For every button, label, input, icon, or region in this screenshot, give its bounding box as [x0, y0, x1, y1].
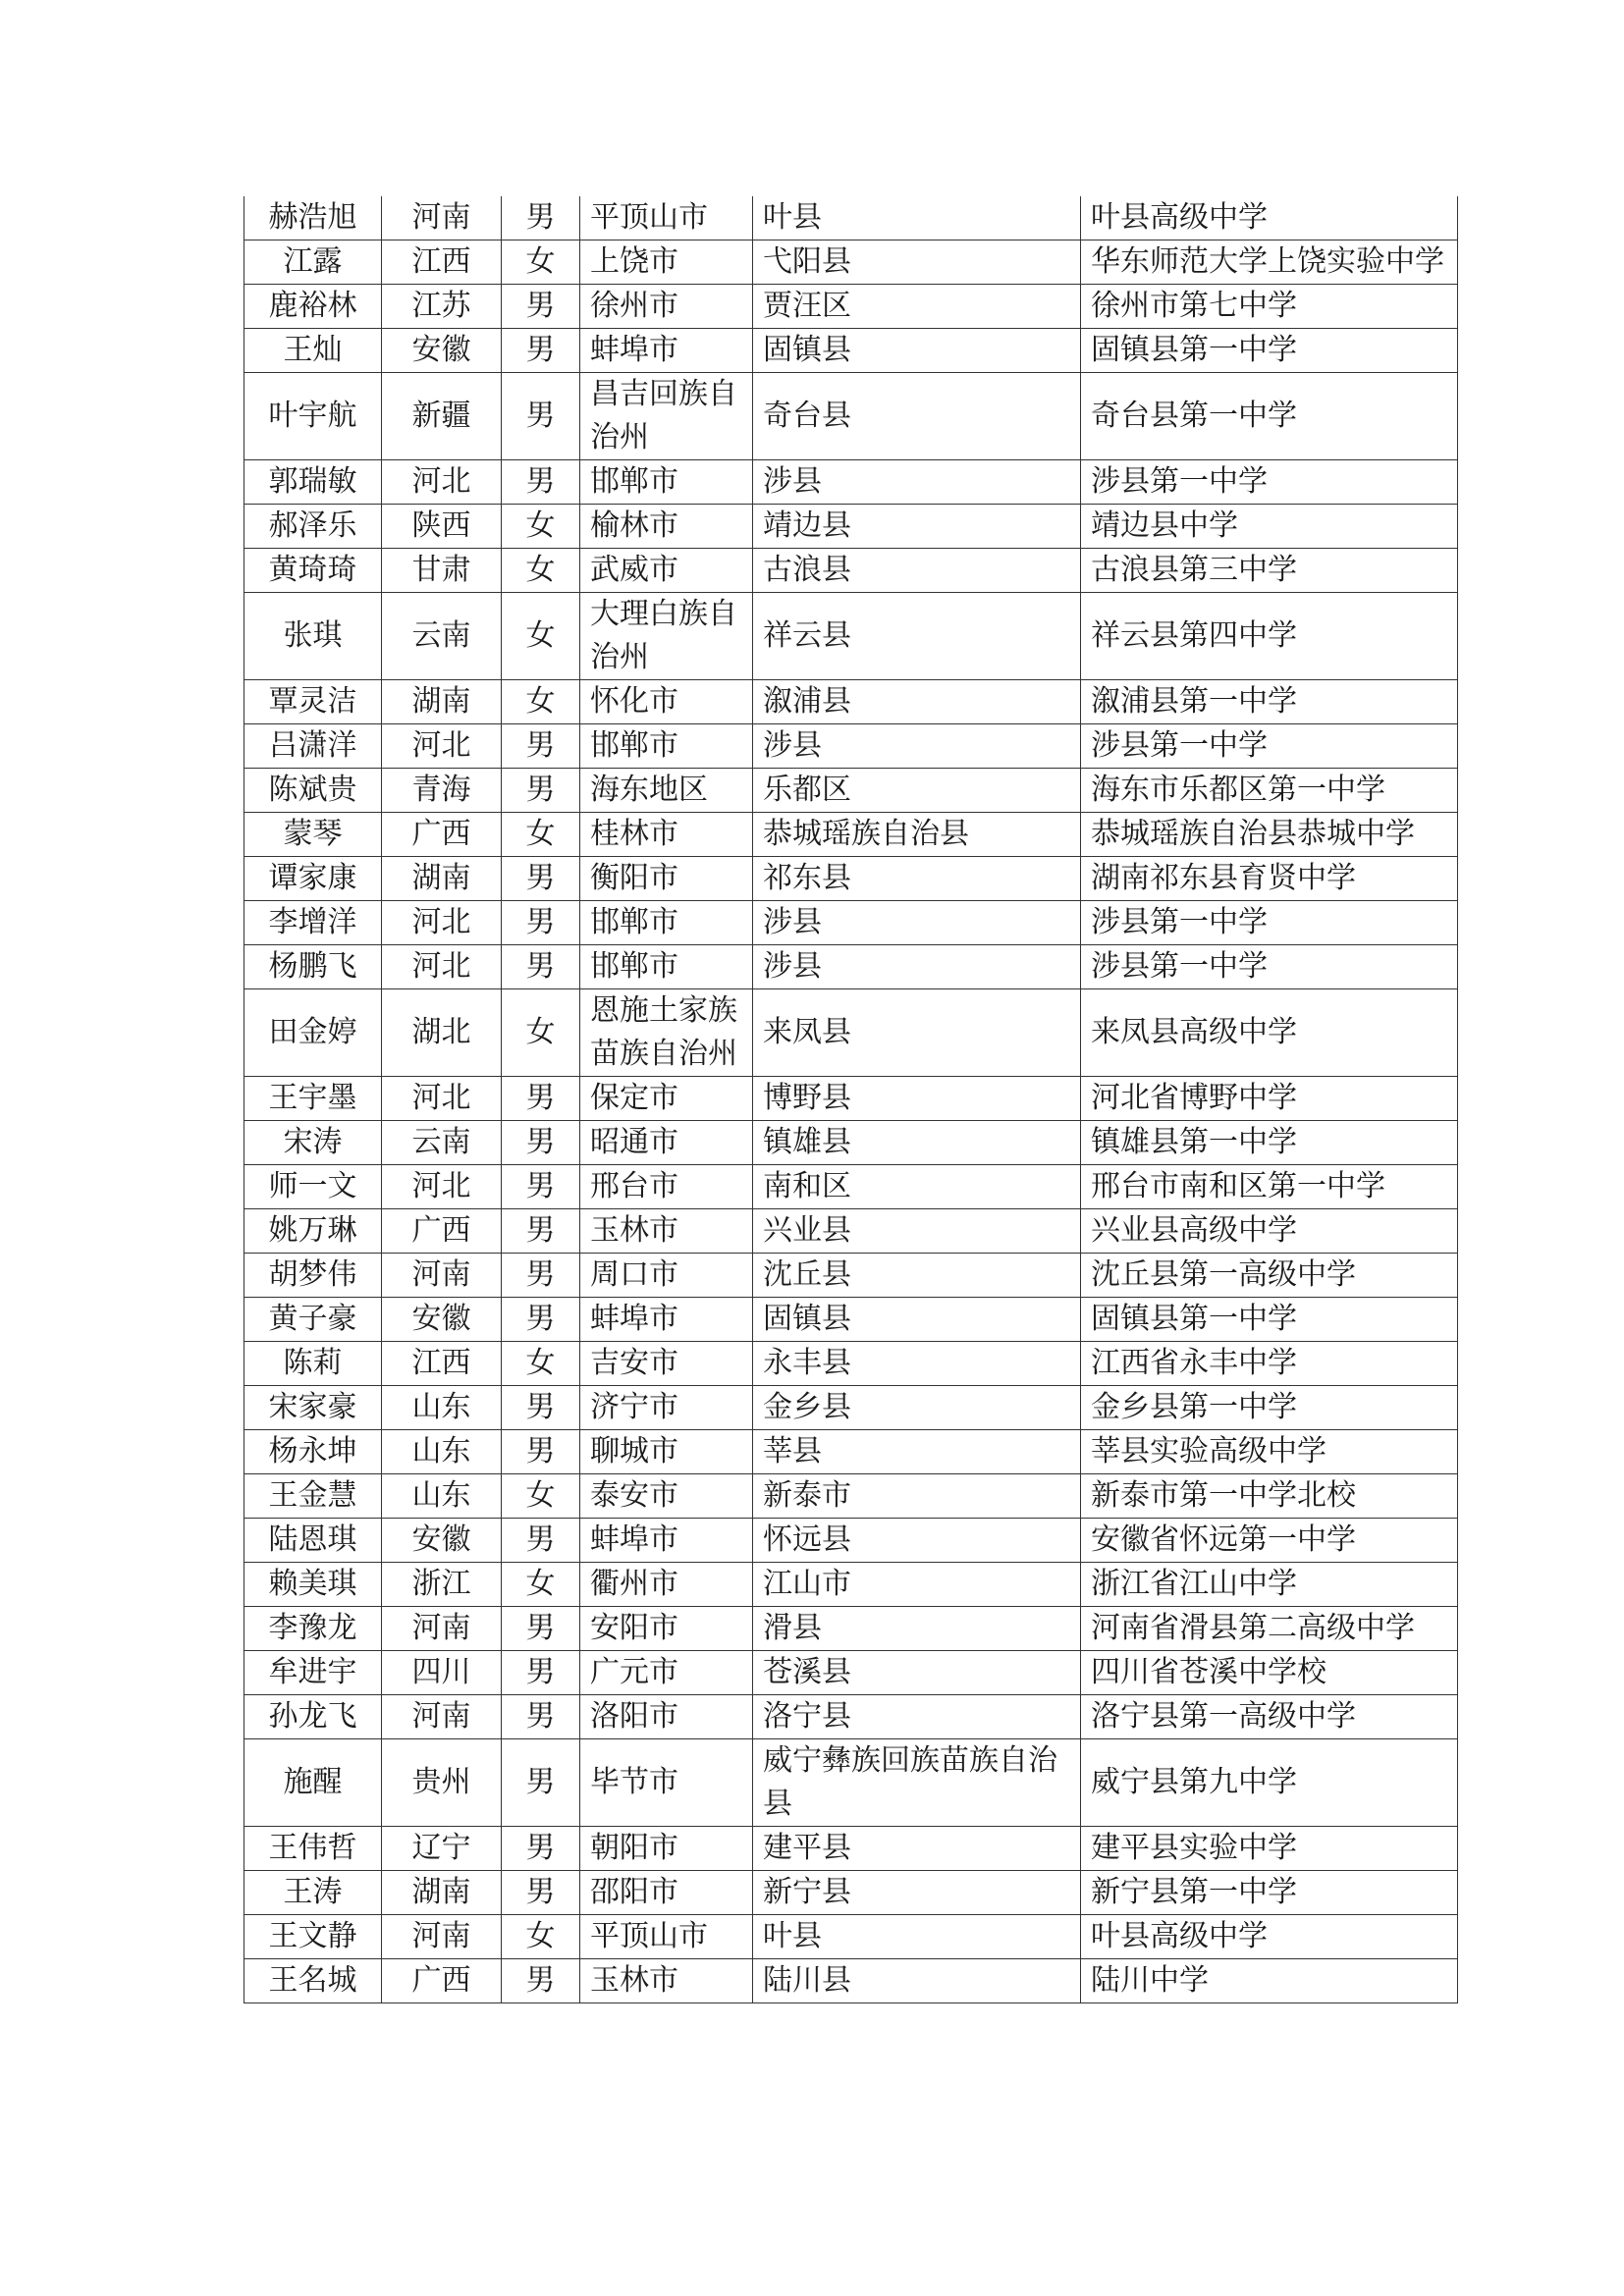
gender-cell: 男 [502, 1430, 580, 1474]
table-row [244, 1298, 1458, 1342]
student-name-cell: 王灿 [244, 329, 382, 373]
province-cell: 河北 [382, 945, 502, 989]
city-cell: 恩施土家族苗族自治州 [580, 989, 753, 1077]
province-cell: 河北 [382, 1077, 502, 1121]
table-row [244, 901, 1458, 945]
school-cell: 海东市乐都区第一中学 [1081, 769, 1458, 813]
county-cell: 祥云县 [753, 593, 1081, 680]
county-cell: 兴业县 [753, 1209, 1081, 1254]
school-cell: 江西省永丰中学 [1081, 1342, 1458, 1386]
county-cell: 靖边县 [753, 505, 1081, 549]
county-cell: 涉县 [753, 460, 1081, 505]
student-name-cell: 吕潇洋 [244, 724, 382, 769]
gender-cell: 男 [502, 1607, 580, 1651]
student-name-cell: 张琪 [244, 593, 382, 680]
province-cell: 广西 [382, 813, 502, 857]
table-row [244, 593, 1458, 680]
county-cell: 永丰县 [753, 1342, 1081, 1386]
county-cell: 叶县 [753, 1915, 1081, 1959]
city-cell: 邯郸市 [580, 460, 753, 505]
county-cell: 溆浦县 [753, 680, 1081, 724]
province-cell: 河南 [382, 196, 502, 240]
student-name-cell: 覃灵洁 [244, 680, 382, 724]
student-name-cell: 王文静 [244, 1915, 382, 1959]
city-cell: 蚌埠市 [580, 1298, 753, 1342]
school-cell: 古浪县第三中学 [1081, 549, 1458, 593]
county-cell: 贾汪区 [753, 285, 1081, 329]
student-name-cell: 陈莉 [244, 1342, 382, 1386]
city-cell: 泰安市 [580, 1474, 753, 1519]
city-cell: 邯郸市 [580, 945, 753, 989]
student-name-cell: 宋涛 [244, 1121, 382, 1165]
table-row [244, 1342, 1458, 1386]
county-cell: 莘县 [753, 1430, 1081, 1474]
county-cell: 乐都区 [753, 769, 1081, 813]
school-cell: 华东师范大学上饶实验中学 [1081, 240, 1458, 285]
city-cell: 广元市 [580, 1651, 753, 1695]
school-cell: 邢台市南和区第一中学 [1081, 1165, 1458, 1209]
school-cell: 新宁县第一中学 [1081, 1871, 1458, 1915]
school-cell: 河北省博野中学 [1081, 1077, 1458, 1121]
gender-cell: 女 [502, 505, 580, 549]
province-cell: 云南 [382, 593, 502, 680]
school-cell: 奇台县第一中学 [1081, 373, 1458, 460]
student-name-cell: 江露 [244, 240, 382, 285]
city-cell: 邯郸市 [580, 724, 753, 769]
gender-cell: 男 [502, 285, 580, 329]
city-cell: 昭通市 [580, 1121, 753, 1165]
county-cell: 陆川县 [753, 1959, 1081, 2003]
gender-cell: 男 [502, 1827, 580, 1871]
student-name-cell: 谭家康 [244, 857, 382, 901]
county-cell: 建平县 [753, 1827, 1081, 1871]
province-cell: 陕西 [382, 505, 502, 549]
city-cell: 邵阳市 [580, 1871, 753, 1915]
city-cell: 邯郸市 [580, 901, 753, 945]
school-cell: 固镇县第一中学 [1081, 1298, 1458, 1342]
table-row [244, 460, 1458, 505]
student-name-cell: 施醒 [244, 1739, 382, 1827]
province-cell: 青海 [382, 769, 502, 813]
school-cell: 沈丘县第一高级中学 [1081, 1254, 1458, 1298]
table-row [244, 1915, 1458, 1959]
gender-cell: 男 [502, 1519, 580, 1563]
gender-cell: 女 [502, 549, 580, 593]
county-cell: 博野县 [753, 1077, 1081, 1121]
province-cell: 湖南 [382, 857, 502, 901]
province-cell: 广西 [382, 1209, 502, 1254]
county-cell: 固镇县 [753, 1298, 1081, 1342]
school-cell: 莘县实验高级中学 [1081, 1430, 1458, 1474]
gender-cell: 女 [502, 1342, 580, 1386]
table-row [244, 505, 1458, 549]
student-name-cell: 孙龙飞 [244, 1695, 382, 1739]
county-cell: 古浪县 [753, 549, 1081, 593]
city-cell: 玉林市 [580, 1209, 753, 1254]
student-name-cell: 宋家豪 [244, 1386, 382, 1430]
school-cell: 叶县高级中学 [1081, 196, 1458, 240]
school-cell: 浙江省江山中学 [1081, 1563, 1458, 1607]
city-cell: 大理白族自治州 [580, 593, 753, 680]
student-name-cell: 王名城 [244, 1959, 382, 2003]
city-cell: 衡阳市 [580, 857, 753, 901]
gender-cell: 男 [502, 1254, 580, 1298]
city-cell: 安阳市 [580, 1607, 753, 1651]
student-name-cell: 郝泽乐 [244, 505, 382, 549]
county-cell: 滑县 [753, 1607, 1081, 1651]
student-name-cell: 姚万琳 [244, 1209, 382, 1254]
city-cell: 蚌埠市 [580, 1519, 753, 1563]
province-cell: 安徽 [382, 1298, 502, 1342]
school-cell: 兴业县高级中学 [1081, 1209, 1458, 1254]
gender-cell: 女 [502, 240, 580, 285]
student-name-cell: 王金慧 [244, 1474, 382, 1519]
province-cell: 安徽 [382, 1519, 502, 1563]
city-cell: 济宁市 [580, 1386, 753, 1430]
student-name-cell: 黄琦琦 [244, 549, 382, 593]
gender-cell: 男 [502, 1121, 580, 1165]
table-row [244, 196, 1458, 240]
county-cell: 弋阳县 [753, 240, 1081, 285]
county-cell: 来凤县 [753, 989, 1081, 1077]
gender-cell: 男 [502, 1386, 580, 1430]
table-row [244, 1209, 1458, 1254]
gender-cell: 男 [502, 1165, 580, 1209]
gender-cell: 女 [502, 1474, 580, 1519]
student-name-cell: 赫浩旭 [244, 196, 382, 240]
student-name-cell: 师一文 [244, 1165, 382, 1209]
city-cell: 保定市 [580, 1077, 753, 1121]
student-name-cell: 叶宇航 [244, 373, 382, 460]
student-name-cell: 陈斌贵 [244, 769, 382, 813]
table-row [244, 1121, 1458, 1165]
school-cell: 涉县第一中学 [1081, 945, 1458, 989]
county-cell: 叶县 [753, 196, 1081, 240]
table-row [244, 1254, 1458, 1298]
table-row [244, 857, 1458, 901]
county-cell: 新泰市 [753, 1474, 1081, 1519]
school-cell: 涉县第一中学 [1081, 901, 1458, 945]
province-cell: 甘肃 [382, 549, 502, 593]
province-cell: 四川 [382, 1651, 502, 1695]
table-row [244, 1386, 1458, 1430]
gender-cell: 女 [502, 1563, 580, 1607]
student-name-cell: 杨永坤 [244, 1430, 382, 1474]
roster-table-body [244, 196, 1458, 2003]
student-name-cell: 黄子豪 [244, 1298, 382, 1342]
school-cell: 安徽省怀远第一中学 [1081, 1519, 1458, 1563]
table-row [244, 1165, 1458, 1209]
city-cell: 吉安市 [580, 1342, 753, 1386]
county-cell: 奇台县 [753, 373, 1081, 460]
school-cell: 来凤县高级中学 [1081, 989, 1458, 1077]
gender-cell: 男 [502, 1298, 580, 1342]
city-cell: 平顶山市 [580, 196, 753, 240]
city-cell: 怀化市 [580, 680, 753, 724]
county-cell: 新宁县 [753, 1871, 1081, 1915]
province-cell: 河北 [382, 460, 502, 505]
province-cell: 河南 [382, 1695, 502, 1739]
province-cell: 安徽 [382, 329, 502, 373]
county-cell: 威宁彝族回族苗族自治县 [753, 1739, 1081, 1827]
table-row [244, 1430, 1458, 1474]
gender-cell: 男 [502, 373, 580, 460]
student-roster-table [244, 196, 1458, 2003]
table-row [244, 1519, 1458, 1563]
city-cell: 朝阳市 [580, 1827, 753, 1871]
gender-cell: 男 [502, 1077, 580, 1121]
province-cell: 河南 [382, 1254, 502, 1298]
school-cell: 叶县高级中学 [1081, 1915, 1458, 1959]
gender-cell: 男 [502, 196, 580, 240]
table-row [244, 1607, 1458, 1651]
student-name-cell: 牟进宇 [244, 1651, 382, 1695]
table-row [244, 680, 1458, 724]
province-cell: 贵州 [382, 1739, 502, 1827]
gender-cell: 女 [502, 813, 580, 857]
province-cell: 湖南 [382, 1871, 502, 1915]
school-cell: 徐州市第七中学 [1081, 285, 1458, 329]
city-cell: 武威市 [580, 549, 753, 593]
gender-cell: 男 [502, 901, 580, 945]
school-cell: 建平县实验中学 [1081, 1827, 1458, 1871]
student-name-cell: 李增洋 [244, 901, 382, 945]
school-cell: 四川省苍溪中学校 [1081, 1651, 1458, 1695]
gender-cell: 男 [502, 329, 580, 373]
table-row [244, 1474, 1458, 1519]
gender-cell: 男 [502, 1209, 580, 1254]
school-cell: 陆川中学 [1081, 1959, 1458, 2003]
student-name-cell: 李豫龙 [244, 1607, 382, 1651]
province-cell: 新疆 [382, 373, 502, 460]
school-cell: 涉县第一中学 [1081, 460, 1458, 505]
student-name-cell: 蒙琴 [244, 813, 382, 857]
province-cell: 河北 [382, 724, 502, 769]
city-cell: 聊城市 [580, 1430, 753, 1474]
county-cell: 江山市 [753, 1563, 1081, 1607]
city-cell: 衢州市 [580, 1563, 753, 1607]
province-cell: 广西 [382, 1959, 502, 2003]
table-row [244, 1651, 1458, 1695]
table-row [244, 769, 1458, 813]
gender-cell: 女 [502, 680, 580, 724]
table-row [244, 813, 1458, 857]
table-row [244, 724, 1458, 769]
county-cell: 镇雄县 [753, 1121, 1081, 1165]
table-row [244, 1695, 1458, 1739]
table-row [244, 1563, 1458, 1607]
county-cell: 沈丘县 [753, 1254, 1081, 1298]
county-cell: 固镇县 [753, 329, 1081, 373]
province-cell: 江苏 [382, 285, 502, 329]
gender-cell: 女 [502, 1915, 580, 1959]
city-cell: 桂林市 [580, 813, 753, 857]
school-cell: 靖边县中学 [1081, 505, 1458, 549]
city-cell: 邢台市 [580, 1165, 753, 1209]
gender-cell: 男 [502, 460, 580, 505]
province-cell: 河南 [382, 1607, 502, 1651]
table-row [244, 989, 1458, 1077]
province-cell: 河北 [382, 1165, 502, 1209]
city-cell: 上饶市 [580, 240, 753, 285]
table-row [244, 1739, 1458, 1827]
county-cell: 洛宁县 [753, 1695, 1081, 1739]
gender-cell: 男 [502, 1871, 580, 1915]
city-cell: 毕节市 [580, 1739, 753, 1827]
gender-cell: 男 [502, 724, 580, 769]
city-cell: 榆林市 [580, 505, 753, 549]
province-cell: 湖南 [382, 680, 502, 724]
student-name-cell: 王涛 [244, 1871, 382, 1915]
province-cell: 江西 [382, 1342, 502, 1386]
student-name-cell: 陆恩琪 [244, 1519, 382, 1563]
county-cell: 涉县 [753, 945, 1081, 989]
county-cell: 涉县 [753, 724, 1081, 769]
province-cell: 河北 [382, 901, 502, 945]
county-cell: 苍溪县 [753, 1651, 1081, 1695]
school-cell: 湖南祁东县育贤中学 [1081, 857, 1458, 901]
province-cell: 河南 [382, 1915, 502, 1959]
county-cell: 南和区 [753, 1165, 1081, 1209]
province-cell: 山东 [382, 1474, 502, 1519]
student-name-cell: 鹿裕林 [244, 285, 382, 329]
gender-cell: 女 [502, 989, 580, 1077]
table-row [244, 1077, 1458, 1121]
school-cell: 固镇县第一中学 [1081, 329, 1458, 373]
table-row [244, 945, 1458, 989]
gender-cell: 男 [502, 1695, 580, 1739]
county-cell: 涉县 [753, 901, 1081, 945]
school-cell: 新泰市第一中学北校 [1081, 1474, 1458, 1519]
student-name-cell: 郭瑞敏 [244, 460, 382, 505]
province-cell: 云南 [382, 1121, 502, 1165]
table-row [244, 329, 1458, 373]
province-cell: 山东 [382, 1386, 502, 1430]
student-name-cell: 田金婷 [244, 989, 382, 1077]
school-cell: 河南省滑县第二高级中学 [1081, 1607, 1458, 1651]
table-row [244, 373, 1458, 460]
province-cell: 浙江 [382, 1563, 502, 1607]
gender-cell: 男 [502, 1959, 580, 2003]
gender-cell: 男 [502, 857, 580, 901]
school-cell: 祥云县第四中学 [1081, 593, 1458, 680]
county-cell: 金乡县 [753, 1386, 1081, 1430]
gender-cell: 男 [502, 769, 580, 813]
gender-cell: 男 [502, 1651, 580, 1695]
county-cell: 祁东县 [753, 857, 1081, 901]
city-cell: 玉林市 [580, 1959, 753, 2003]
city-cell: 徐州市 [580, 285, 753, 329]
student-name-cell: 赖美琪 [244, 1563, 382, 1607]
county-cell: 恭城瑶族自治县 [753, 813, 1081, 857]
student-name-cell: 胡梦伟 [244, 1254, 382, 1298]
gender-cell: 男 [502, 945, 580, 989]
city-cell: 海东地区 [580, 769, 753, 813]
school-cell: 洛宁县第一高级中学 [1081, 1695, 1458, 1739]
table-row [244, 1827, 1458, 1871]
province-cell: 湖北 [382, 989, 502, 1077]
city-cell: 蚌埠市 [580, 329, 753, 373]
school-cell: 溆浦县第一中学 [1081, 680, 1458, 724]
school-cell: 涉县第一中学 [1081, 724, 1458, 769]
county-cell: 怀远县 [753, 1519, 1081, 1563]
gender-cell: 男 [502, 1739, 580, 1827]
school-cell: 威宁县第九中学 [1081, 1739, 1458, 1827]
gender-cell: 女 [502, 593, 580, 680]
table-row [244, 1871, 1458, 1915]
table-row [244, 285, 1458, 329]
province-cell: 江西 [382, 240, 502, 285]
school-cell: 恭城瑶族自治县恭城中学 [1081, 813, 1458, 857]
student-name-cell: 杨鹏飞 [244, 945, 382, 989]
city-cell: 洛阳市 [580, 1695, 753, 1739]
city-cell: 昌吉回族自治州 [580, 373, 753, 460]
student-name-cell: 王宇墨 [244, 1077, 382, 1121]
city-cell: 平顶山市 [580, 1915, 753, 1959]
school-cell: 金乡县第一中学 [1081, 1386, 1458, 1430]
school-cell: 镇雄县第一中学 [1081, 1121, 1458, 1165]
city-cell: 周口市 [580, 1254, 753, 1298]
student-name-cell: 王伟哲 [244, 1827, 382, 1871]
table-row [244, 240, 1458, 285]
table-row [244, 549, 1458, 593]
province-cell: 山东 [382, 1430, 502, 1474]
table-row [244, 1959, 1458, 2003]
province-cell: 辽宁 [382, 1827, 502, 1871]
